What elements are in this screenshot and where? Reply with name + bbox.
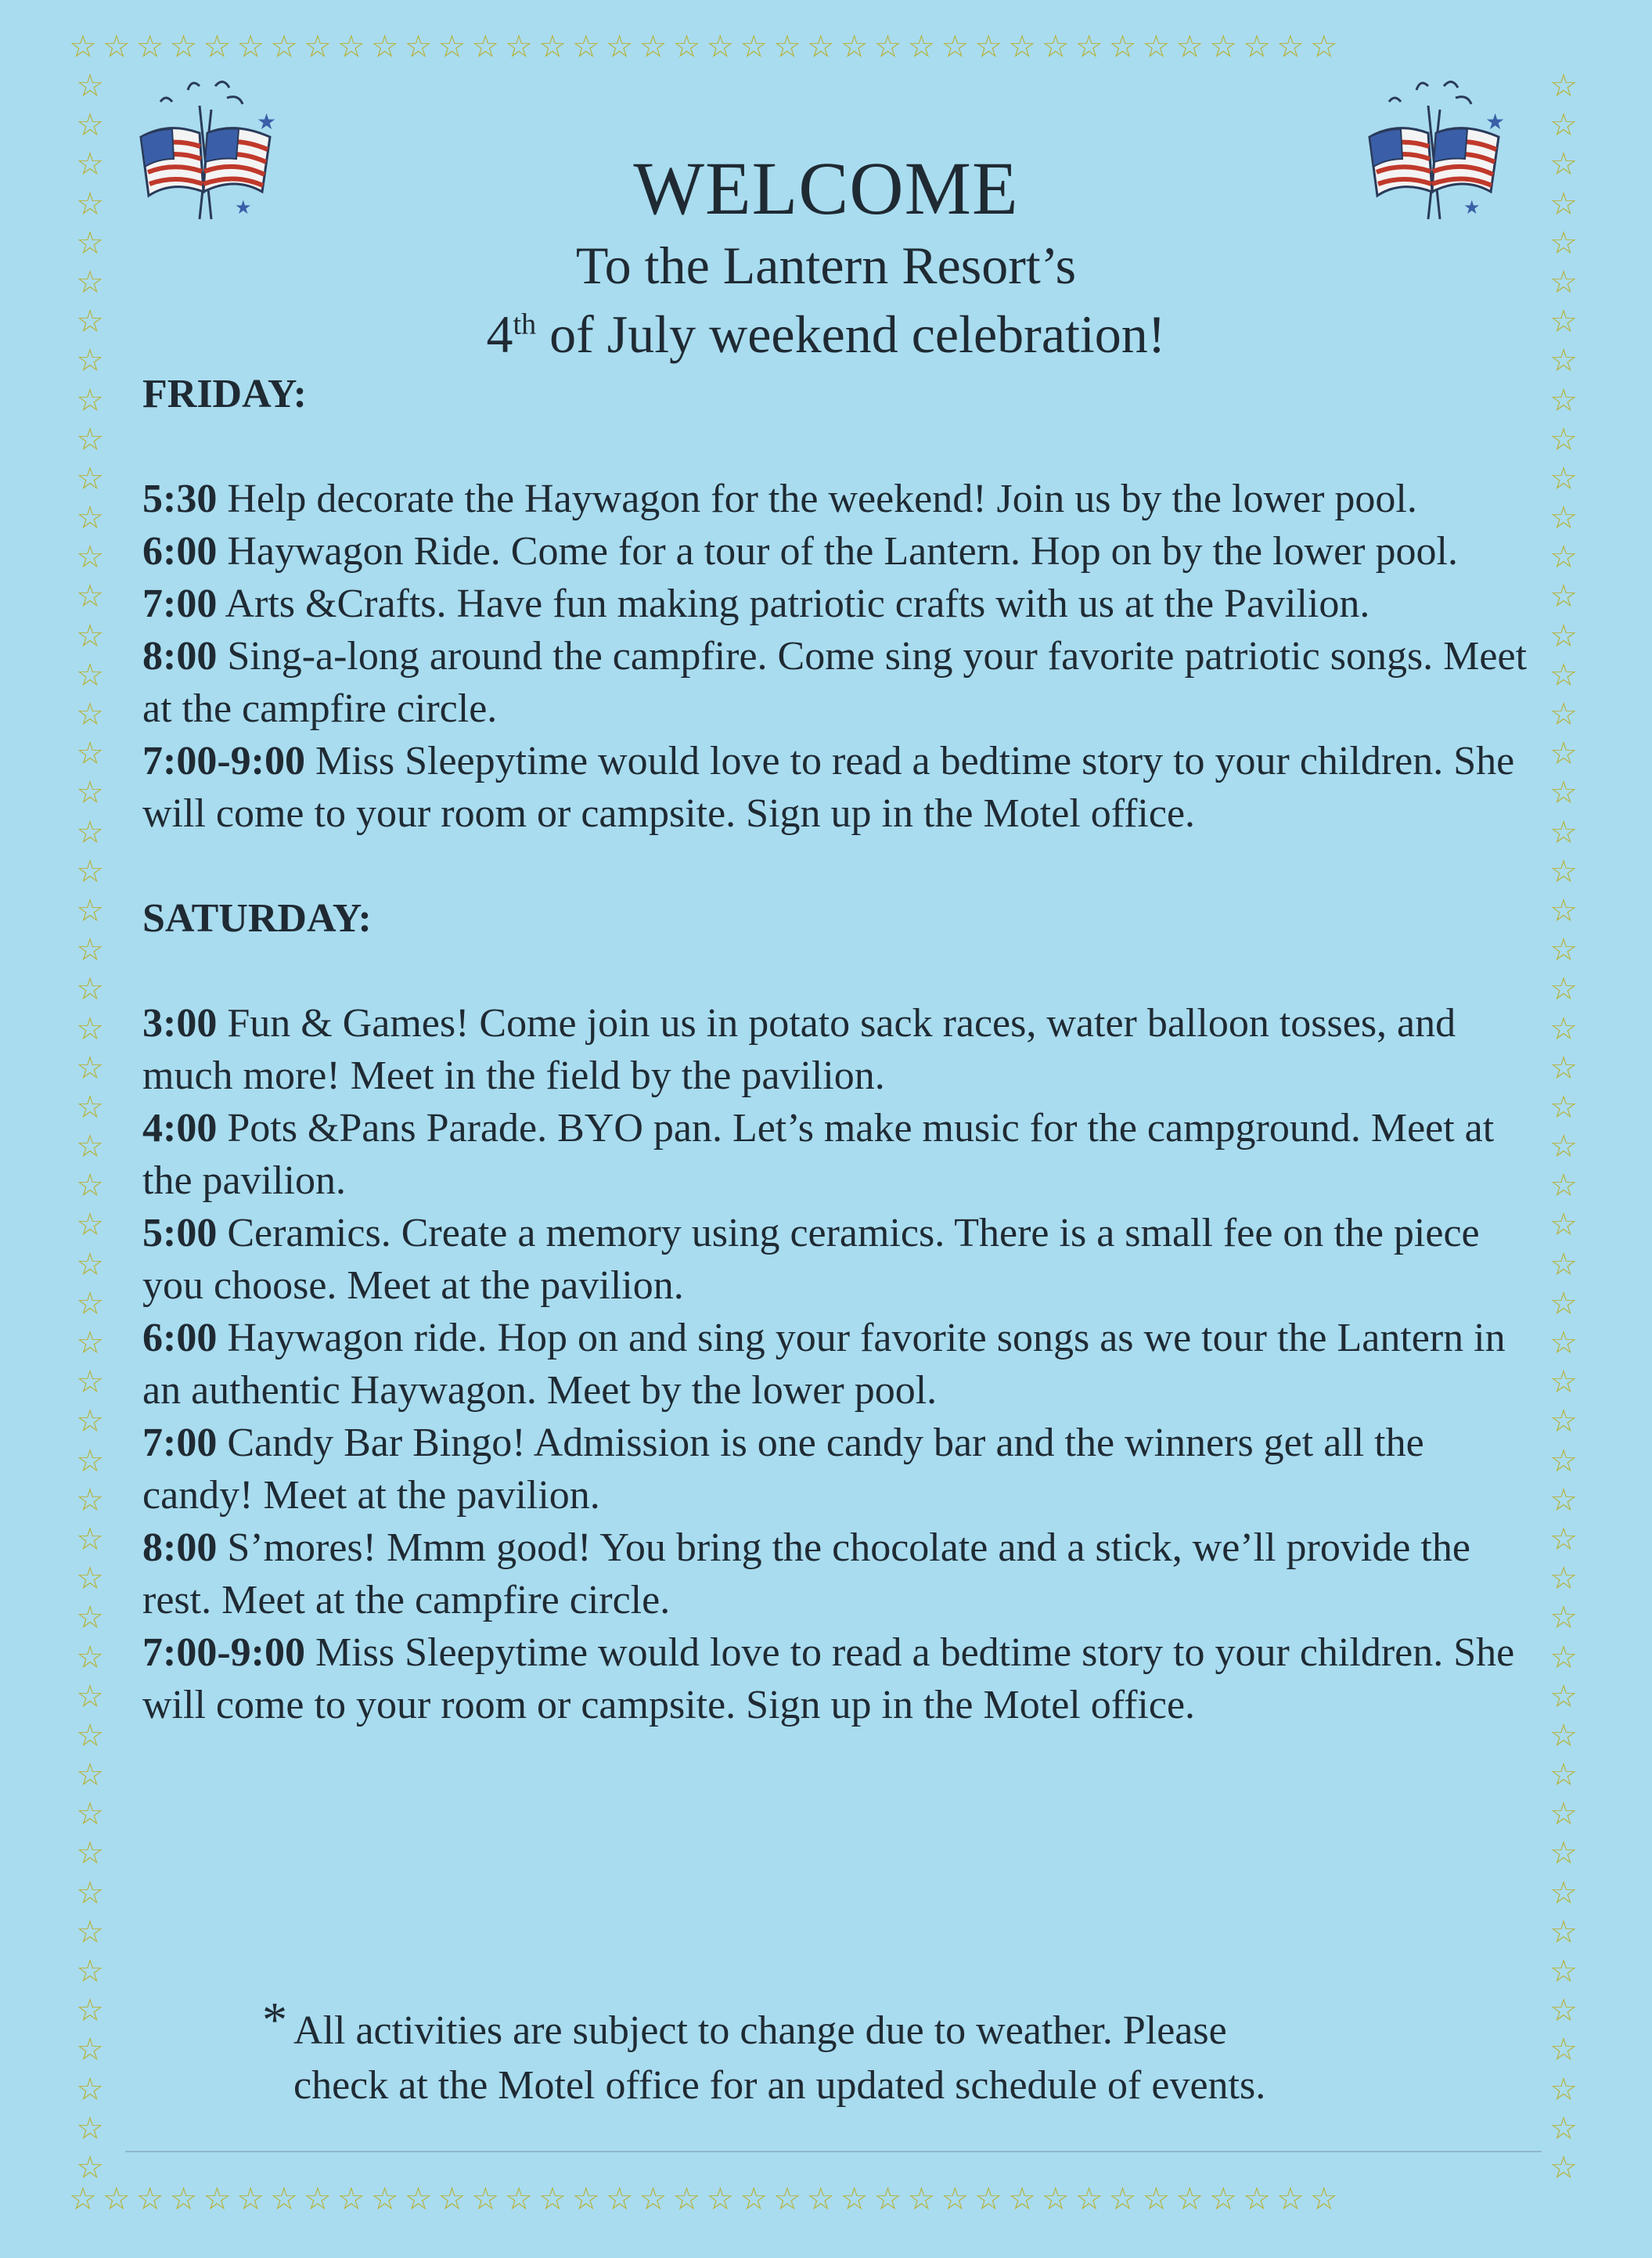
star-icon: ☆ xyxy=(706,2184,740,2217)
star-icon: ☆ xyxy=(270,2184,304,2217)
event-item xyxy=(142,1207,1535,1312)
star-icon: ☆ xyxy=(1549,1168,1578,1205)
star-icon: ☆ xyxy=(76,264,104,301)
friday-events xyxy=(142,473,1535,840)
star-icon: ☆ xyxy=(1549,2032,1578,2069)
star-icon: ☆ xyxy=(1549,578,1578,615)
star-icon: ☆ xyxy=(1108,2184,1143,2217)
star-icon: ☆ xyxy=(1008,31,1042,65)
note-line-1: All activities are subject to change due to weather. Please xyxy=(293,2008,1227,2053)
saturday-heading: SATURDAY: xyxy=(142,896,372,941)
star-icon: ☆ xyxy=(505,2184,539,2217)
event-item xyxy=(142,1102,1535,1207)
star-icon: ☆ xyxy=(1549,814,1578,851)
star-icon: ☆ xyxy=(236,31,271,65)
star-icon: ☆ xyxy=(605,2184,639,2217)
star-icon: ☆ xyxy=(76,1639,104,1676)
subtitle-number: 4 xyxy=(486,304,513,364)
star-icon: ☆ xyxy=(76,1050,104,1086)
star-icon: ☆ xyxy=(1549,1285,1578,1322)
weather-note xyxy=(258,1992,1432,2113)
event-time: 8:00 xyxy=(142,1525,218,1570)
star-icon: ☆ xyxy=(1309,2184,1344,2217)
saturday-events xyxy=(142,997,1535,1731)
star-icon: ☆ xyxy=(1142,2184,1176,2217)
event-time: 6:00 xyxy=(142,529,218,574)
event-text: Ceramics. Create a memory using ceramics. There is a small fee on the piece you choose. Meet at the pavilion. xyxy=(142,1211,1480,1308)
star-icon: ☆ xyxy=(1549,1835,1578,1872)
event-time: 5:00 xyxy=(142,1211,218,1255)
star-icon: ☆ xyxy=(706,31,740,65)
star-icon: ☆ xyxy=(1549,70,1578,104)
svg-text:★: ★ xyxy=(235,198,252,218)
star-icon: ☆ xyxy=(740,31,774,65)
star-icon: ☆ xyxy=(1549,185,1578,222)
star-icon: ☆ xyxy=(76,382,104,419)
star-icon: ☆ xyxy=(1549,1246,1578,1283)
star-icon: ☆ xyxy=(1549,1129,1578,1165)
star-icon: ☆ xyxy=(76,932,104,969)
star-icon: ☆ xyxy=(1549,1325,1578,1361)
star-icon: ☆ xyxy=(974,2184,1009,2217)
star-icon: ☆ xyxy=(806,2184,840,2217)
star-icon: ☆ xyxy=(76,657,104,693)
star-icon: ☆ xyxy=(404,2184,438,2217)
star-icon: ☆ xyxy=(1309,31,1344,65)
event-time: 8:00 xyxy=(142,634,218,679)
star-icon: ☆ xyxy=(1549,539,1578,576)
star-border-bottom xyxy=(69,2184,1583,2224)
note-line-2: check at the Motel office for an updated schedule of events. xyxy=(293,2063,1266,2108)
schedule xyxy=(142,368,1535,1731)
event-time: 5:30 xyxy=(142,477,218,521)
star-icon: ☆ xyxy=(1549,775,1578,812)
star-icon: ☆ xyxy=(1549,1639,1578,1676)
star-icon: ☆ xyxy=(76,1561,104,1597)
star-icon: ☆ xyxy=(76,1442,104,1479)
star-icon: ☆ xyxy=(672,31,707,65)
star-icon: ☆ xyxy=(1549,304,1578,340)
star-icon: ☆ xyxy=(1549,697,1578,733)
star-icon: ☆ xyxy=(571,2184,606,2217)
star-icon: ☆ xyxy=(538,31,572,65)
event-time: 4:00 xyxy=(142,1106,218,1151)
star-icon: ☆ xyxy=(1549,1010,1578,1047)
star-icon: ☆ xyxy=(1549,1442,1578,1479)
star-icon: ☆ xyxy=(1243,2184,1276,2217)
star-icon: ☆ xyxy=(69,2184,103,2217)
star-icon: ☆ xyxy=(76,1796,104,1833)
star-icon: ☆ xyxy=(873,31,908,65)
event-text: Miss Sleepytime would love to read a bedtime story to your children. She will come to your room or campsite. Sign up in the Motel office. xyxy=(142,1630,1515,1727)
star-icon: ☆ xyxy=(76,2071,104,2108)
subtitle-ordinal: th xyxy=(513,308,537,341)
star-icon: ☆ xyxy=(76,2149,104,2184)
event-text: Help decorate the Haywagon for the weekend! Join us by the lower pool. xyxy=(217,477,1417,521)
star-icon: ☆ xyxy=(76,146,104,183)
star-icon: ☆ xyxy=(76,539,104,576)
star-icon: ☆ xyxy=(169,31,203,65)
star-icon: ☆ xyxy=(1549,2149,1578,2184)
event-text: Candy Bar Bingo! Admission is one candy bar and the winners get all the candy! Meet at the pavilion. xyxy=(142,1421,1424,1518)
star-icon: ☆ xyxy=(1549,618,1578,654)
star-icon: ☆ xyxy=(605,31,639,65)
svg-text:★: ★ xyxy=(257,110,277,135)
friday-heading: FRIDAY: xyxy=(142,372,307,416)
star-icon: ☆ xyxy=(76,2032,104,2069)
star-icon: ☆ xyxy=(370,2184,405,2217)
star-icon: ☆ xyxy=(538,2184,572,2217)
svg-text:★: ★ xyxy=(1463,198,1481,218)
star-icon: ☆ xyxy=(1549,971,1578,1008)
event-item xyxy=(142,525,1535,578)
event-time: 7:00 xyxy=(142,582,218,626)
star-border-top xyxy=(69,31,1583,72)
star-icon: ☆ xyxy=(76,1717,104,1754)
star-icon: ☆ xyxy=(1074,2184,1109,2217)
star-icon: ☆ xyxy=(1549,1993,1578,2029)
star-icon: ☆ xyxy=(304,31,337,65)
event-item xyxy=(142,997,1535,1102)
event-item xyxy=(142,473,1535,525)
star-icon: ☆ xyxy=(1175,31,1210,65)
star-icon: ☆ xyxy=(1549,1482,1578,1518)
event-item xyxy=(142,578,1535,630)
star-icon: ☆ xyxy=(76,1364,104,1401)
star-icon: ☆ xyxy=(76,1678,104,1715)
star-icon: ☆ xyxy=(1041,31,1075,65)
star-icon: ☆ xyxy=(76,1914,104,1950)
star-icon: ☆ xyxy=(76,1757,104,1794)
star-icon: ☆ xyxy=(76,1993,104,2029)
star-icon: ☆ xyxy=(840,2184,874,2217)
star-icon: ☆ xyxy=(76,1207,104,1244)
star-icon: ☆ xyxy=(76,892,104,929)
star-icon: ☆ xyxy=(76,578,104,615)
star-icon: ☆ xyxy=(76,1874,104,1911)
star-icon: ☆ xyxy=(1209,31,1243,65)
event-time: 3:00 xyxy=(142,1001,218,1046)
star-icon: ☆ xyxy=(1549,107,1578,144)
star-icon: ☆ xyxy=(76,1403,104,1440)
event-item xyxy=(142,1312,1535,1417)
star-icon: ☆ xyxy=(1549,382,1578,419)
star-icon: ☆ xyxy=(135,2184,170,2217)
star-icon: ☆ xyxy=(203,31,237,65)
star-icon: ☆ xyxy=(1549,1757,1578,1794)
star-icon: ☆ xyxy=(941,2184,975,2217)
star-icon: ☆ xyxy=(1549,2110,1578,2147)
star-icon: ☆ xyxy=(102,2184,136,2217)
star-icon: ☆ xyxy=(1108,31,1143,65)
star-icon: ☆ xyxy=(1549,1521,1578,1558)
star-icon: ☆ xyxy=(1549,1207,1578,1244)
star-icon: ☆ xyxy=(76,618,104,654)
star-icon: ☆ xyxy=(76,971,104,1008)
star-icon: ☆ xyxy=(304,2184,337,2217)
star-icon: ☆ xyxy=(76,1954,104,1990)
star-icon: ☆ xyxy=(1209,2184,1243,2217)
star-icon: ☆ xyxy=(69,31,103,65)
star-icon: ☆ xyxy=(1549,1403,1578,1440)
star-icon: ☆ xyxy=(907,31,941,65)
event-text: Sing-a-long around the campfire. Come sing your favorite patriotic songs. Meet at the campfire circle. xyxy=(142,634,1528,731)
star-icon: ☆ xyxy=(76,185,104,222)
star-icon: ☆ xyxy=(102,31,136,65)
star-icon: ☆ xyxy=(1549,460,1578,497)
subtitle-resort: To the Lantern Resort’s xyxy=(575,236,1077,295)
star-icon: ☆ xyxy=(76,1482,104,1518)
star-icon: ☆ xyxy=(76,697,104,733)
star-icon: ☆ xyxy=(1549,1796,1578,1833)
star-icon: ☆ xyxy=(1549,225,1578,261)
star-icon: ☆ xyxy=(203,2184,237,2217)
star-icon: ☆ xyxy=(773,31,807,65)
event-item xyxy=(142,1417,1535,1522)
star-icon: ☆ xyxy=(76,1168,104,1205)
star-icon: ☆ xyxy=(505,31,539,65)
star-icon: ☆ xyxy=(1549,1954,1578,1990)
event-text: Haywagon ride. Hop on and sing your favorite songs as we tour the Lantern in an authentic Haywagon. Meet by the lower pool. xyxy=(142,1316,1506,1413)
star-icon: ☆ xyxy=(1549,892,1578,929)
star-icon: ☆ xyxy=(1549,500,1578,537)
star-icon: ☆ xyxy=(1549,1364,1578,1401)
star-icon: ☆ xyxy=(337,31,371,65)
star-icon: ☆ xyxy=(76,853,104,890)
event-text: Fun & Games! Come join us in potato sack races, water balloon tosses, and much more! Meet in the field by the pavilion. xyxy=(142,1001,1456,1098)
star-icon: ☆ xyxy=(76,460,104,497)
star-icon: ☆ xyxy=(76,2110,104,2147)
star-icon: ☆ xyxy=(1549,1717,1578,1754)
star-icon: ☆ xyxy=(907,2184,941,2217)
subtitle-celebration xyxy=(0,304,1652,366)
event-text: Miss Sleepytime would love to read a bedtime story to your children. She will come to your room or campsite. Sign up in the Motel office. xyxy=(142,739,1515,836)
event-time: 7:00-9:00 xyxy=(142,739,305,783)
event-item xyxy=(142,1522,1535,1626)
star-icon: ☆ xyxy=(1549,421,1578,458)
svg-text:★: ★ xyxy=(1485,110,1506,135)
star-icon: ☆ xyxy=(76,225,104,261)
star-icon: ☆ xyxy=(76,1129,104,1165)
star-icon: ☆ xyxy=(471,2184,506,2217)
event-text: Pots &Pans Parade. BYO pan. Let’s make music for the campground. Meet at the pavilion. xyxy=(142,1106,1495,1203)
star-icon: ☆ xyxy=(1549,1050,1578,1086)
star-icon: ☆ xyxy=(76,1285,104,1322)
star-icon: ☆ xyxy=(76,1089,104,1125)
star-border-left xyxy=(72,70,108,2184)
star-icon: ☆ xyxy=(1549,264,1578,301)
star-icon: ☆ xyxy=(76,775,104,812)
star-icon: ☆ xyxy=(840,31,874,65)
star-icon: ☆ xyxy=(1549,1600,1578,1637)
star-icon: ☆ xyxy=(1549,932,1578,969)
star-icon: ☆ xyxy=(1549,657,1578,693)
event-text: S’mores! Mmm good! You bring the chocolate and a stick, we’ll provide the rest. Meet at the campfire circle. xyxy=(142,1525,1470,1622)
page-title: WELCOME xyxy=(633,146,1019,230)
star-icon: ☆ xyxy=(76,304,104,340)
star-icon: ☆ xyxy=(169,2184,203,2217)
star-icon: ☆ xyxy=(1243,31,1276,65)
star-icon: ☆ xyxy=(337,2184,371,2217)
event-text: Haywagon Ride. Come for a tour of the Lantern. Hop on by the lower pool. xyxy=(217,529,1458,574)
star-icon: ☆ xyxy=(76,421,104,458)
star-icon: ☆ xyxy=(1549,146,1578,183)
star-icon: ☆ xyxy=(76,736,104,772)
star-icon: ☆ xyxy=(1276,2184,1310,2217)
star-icon: ☆ xyxy=(76,70,104,104)
event-time: 6:00 xyxy=(142,1316,218,1360)
star-icon: ☆ xyxy=(1549,1089,1578,1125)
subtitle-rest: of July weekend celebration! xyxy=(536,304,1166,364)
star-icon: ☆ xyxy=(270,31,304,65)
star-icon: ☆ xyxy=(1549,343,1578,380)
star-icon: ☆ xyxy=(76,1325,104,1361)
asterisk-icon: * xyxy=(262,1992,287,2047)
event-time: 7:00-9:00 xyxy=(142,1630,305,1675)
star-icon: ☆ xyxy=(1549,853,1578,890)
event-item xyxy=(142,630,1535,735)
star-icon: ☆ xyxy=(1276,31,1310,65)
star-icon: ☆ xyxy=(873,2184,908,2217)
star-icon: ☆ xyxy=(76,343,104,380)
star-icon: ☆ xyxy=(437,31,472,65)
star-icon: ☆ xyxy=(1549,1678,1578,1715)
star-icon: ☆ xyxy=(672,2184,707,2217)
star-icon: ☆ xyxy=(236,2184,271,2217)
star-icon: ☆ xyxy=(1549,1561,1578,1597)
star-icon: ☆ xyxy=(571,31,606,65)
star-icon: ☆ xyxy=(1142,31,1176,65)
star-icon: ☆ xyxy=(941,31,975,65)
star-icon: ☆ xyxy=(1074,31,1109,65)
event-text: Arts &Crafts. Have fun making patriotic crafts with us at the Pavilion. xyxy=(217,582,1370,626)
star-icon: ☆ xyxy=(1549,736,1578,772)
star-icon: ☆ xyxy=(76,814,104,851)
star-icon: ☆ xyxy=(76,500,104,537)
star-icon: ☆ xyxy=(76,1600,104,1637)
divider xyxy=(125,2151,1542,2152)
star-icon: ☆ xyxy=(1549,2071,1578,2108)
star-icon: ☆ xyxy=(740,2184,774,2217)
star-icon: ☆ xyxy=(1008,2184,1042,2217)
star-icon: ☆ xyxy=(773,2184,807,2217)
star-icon: ☆ xyxy=(639,2184,673,2217)
star-icon: ☆ xyxy=(974,31,1009,65)
star-icon: ☆ xyxy=(76,1835,104,1872)
event-item xyxy=(142,1626,1535,1731)
star-icon: ☆ xyxy=(135,31,170,65)
star-icon: ☆ xyxy=(437,2184,472,2217)
star-icon: ☆ xyxy=(404,31,438,65)
star-icon: ☆ xyxy=(76,1521,104,1558)
star-icon: ☆ xyxy=(370,31,405,65)
event-time: 7:00 xyxy=(142,1421,218,1465)
star-icon: ☆ xyxy=(76,1010,104,1047)
star-icon: ☆ xyxy=(1549,1874,1578,1911)
event-item xyxy=(142,735,1535,840)
star-icon: ☆ xyxy=(1041,2184,1075,2217)
star-icon: ☆ xyxy=(639,31,673,65)
star-border-right xyxy=(1546,70,1582,2184)
star-icon: ☆ xyxy=(471,31,506,65)
star-icon: ☆ xyxy=(1549,1914,1578,1950)
star-icon: ☆ xyxy=(806,31,840,65)
star-icon: ☆ xyxy=(76,1246,104,1283)
star-icon: ☆ xyxy=(1175,2184,1210,2217)
star-icon: ☆ xyxy=(76,107,104,144)
